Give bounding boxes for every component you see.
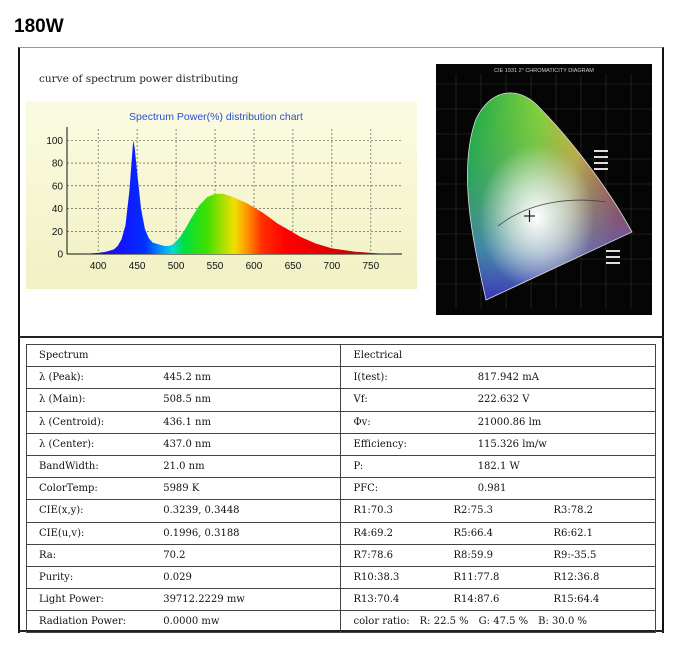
table-row [27, 522, 656, 544]
table-row [27, 389, 656, 411]
spectrum-value: 437.0 nm [157, 433, 341, 455]
chart-title: Spectrum Power(%) distribution chart [129, 111, 303, 123]
x-tick-label: 750 [362, 261, 380, 272]
x-tick-label: 700 [323, 261, 341, 272]
spectrum-label: λ (Peak): [27, 367, 158, 389]
electrical-value: 0.981 [472, 478, 656, 500]
electrical-value: 817.942 mA [472, 367, 656, 389]
rendering-index-value: R14:87.6 [453, 594, 500, 606]
rendering-index-value: R2:75.3 [453, 505, 494, 517]
spectrum-value: 0.029 [157, 566, 341, 588]
rendering-index-value: R10:38.3 [353, 571, 400, 583]
spectrum-label: ColorTemp: [27, 478, 158, 500]
color-ratio-b: B: 30.0 % [538, 616, 587, 628]
rendering-index-value: R6:62.1 [553, 527, 594, 539]
spectrum-value: 5989 K [157, 478, 341, 500]
spectrum-value: 0.1996, 0.3188 [157, 522, 341, 544]
color-ratio-label: color ratio: [353, 616, 410, 628]
spectrum-label: λ (Main): [27, 389, 158, 411]
cie-chromaticity-diagram [436, 64, 652, 315]
rendering-index-cell [341, 566, 656, 588]
spectrum-header: Spectrum [27, 345, 341, 367]
spectrum-label: Ra: [27, 544, 158, 566]
rendering-index-value: R5:66.4 [453, 527, 494, 539]
spectrum-label: λ (Center): [27, 433, 158, 455]
table-row [27, 478, 656, 500]
x-tick-label: 450 [128, 261, 146, 272]
measurement-table [26, 344, 656, 633]
spectrum-chart [26, 101, 417, 289]
spectrum-value: 21.0 nm [157, 455, 341, 477]
table-row [27, 345, 656, 367]
spectrum-label: Light Power: [27, 589, 158, 611]
spectrum-label: CIE(u,v): [27, 522, 158, 544]
rendering-index-value: R12:36.8 [553, 571, 600, 583]
table-row [27, 500, 656, 522]
spectrum-label: Purity: [27, 566, 158, 588]
rendering-index-value: R4:69.2 [353, 527, 394, 539]
y-tick-label: 40 [51, 204, 63, 216]
electrical-header: Electrical [341, 345, 656, 367]
rendering-index-value: R1:70.3 [353, 505, 394, 517]
electrical-label: Φv: [341, 411, 472, 433]
electrical-label: Efficiency: [341, 433, 472, 455]
spectrum-value: 0.3239, 0.3448 [157, 500, 341, 522]
table-row [27, 589, 656, 611]
rendering-index-value: R9:-35.5 [553, 549, 597, 561]
spectrum-caption: curve of spectrum power distributing [39, 73, 239, 85]
table-row [27, 455, 656, 477]
color-ratio-r: R: 22.5 % [419, 616, 469, 628]
rendering-index-value: R15:64.4 [553, 594, 600, 606]
spectrum-value: 508.5 nm [157, 389, 341, 411]
spectrum-value: 39712.2229 mw [157, 589, 341, 611]
spectrum-label: Radiation Power: [27, 611, 158, 633]
table-row [27, 433, 656, 455]
rendering-index-cell [341, 544, 656, 566]
section-divider [18, 336, 664, 338]
y-tick-label: 100 [46, 135, 63, 147]
spectrum-value: 70.2 [157, 544, 341, 566]
y-tick-label: 80 [51, 158, 63, 170]
table-row [27, 411, 656, 433]
rendering-index-cell [341, 500, 656, 522]
spectrum-label: BandWidth: [27, 455, 158, 477]
rendering-index-value: R3:78.2 [553, 505, 594, 517]
x-tick-label: 500 [167, 261, 185, 272]
electrical-label: PFC: [341, 478, 472, 500]
table-row [27, 544, 656, 566]
page-title: 180W [14, 16, 64, 37]
rendering-index-cell [341, 522, 656, 544]
color-ratio-g: G: 47.5 % [478, 616, 529, 628]
x-tick-label: 550 [206, 261, 224, 272]
x-tick-label: 600 [245, 261, 263, 272]
y-tick-label: 20 [51, 226, 63, 238]
rendering-index-value: R7:78.6 [353, 549, 394, 561]
table-row [27, 367, 656, 389]
spectrum-label: CIE(x,y): [27, 500, 158, 522]
electrical-value: 182.1 W [472, 455, 656, 477]
electrical-value: 222.632 V [472, 389, 656, 411]
x-tick-label: 650 [284, 261, 302, 272]
electrical-label: Vf: [341, 389, 472, 411]
table-row [27, 566, 656, 588]
spectrum-value: 436.1 nm [157, 411, 341, 433]
rendering-index-value: R13:70.4 [353, 594, 400, 606]
color-ratio-cell [341, 611, 656, 633]
spectrum-value: 0.0000 mw [157, 611, 341, 633]
y-tick-label: 0 [57, 249, 63, 261]
rendering-index-value: R11:77.8 [453, 571, 500, 583]
rendering-index-cell [341, 589, 656, 611]
y-tick-label: 60 [51, 181, 63, 193]
rendering-index-value: R8:59.9 [453, 549, 494, 561]
electrical-value: 115.326 lm/w [472, 433, 656, 455]
spectrum-value: 445.2 nm [157, 367, 341, 389]
table-row [27, 611, 656, 633]
cie-title: CIE 1931 2° CHROMATICITY DIAGRAM [494, 68, 594, 74]
electrical-label: P: [341, 455, 472, 477]
electrical-value: 21000.86 lm [472, 411, 656, 433]
electrical-label: I(test): [341, 367, 472, 389]
spectrum-label: λ (Centroid): [27, 411, 158, 433]
x-tick-label: 400 [89, 261, 107, 272]
